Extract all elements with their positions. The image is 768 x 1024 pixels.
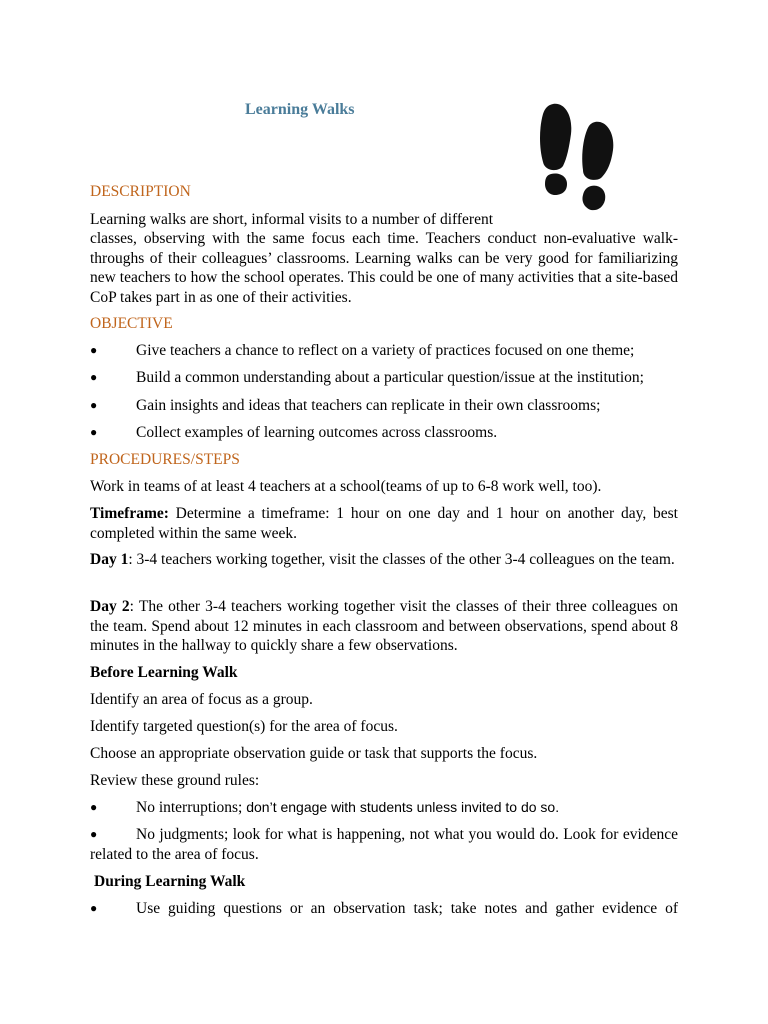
- objective-item: ● Collect examples of learning outcomes across classrooms.: [90, 424, 498, 441]
- bullet: ●: [90, 398, 98, 412]
- footprints-icon: [535, 100, 619, 216]
- description-heading: DESCRIPTION: [90, 183, 191, 200]
- description-text: classes, observing with the same focus each time. Teachers conduct non-evaluative walk-throughs of their colleagues’ classrooms. Learning walks can be very good for familiarizing new teachers to how the school operates. This could be one of many activities that a site-based CoP takes part in as one of their activities.: [90, 230, 678, 306]
- ground-rule-text: don’t engage with students unless invited to do so.: [246, 799, 560, 815]
- procedures-intro: Work in teams of at least 4 teachers at a school(teams of up to 6-8 work well, too).: [90, 478, 602, 495]
- before-heading: Before Learning Walk: [90, 664, 238, 681]
- day1-text: : 3-4 teachers working together, visit the classes of the other 3-4 colleagues on the team.: [128, 551, 675, 568]
- day2-text: : The other 3-4 teachers working together visit the classes of their three colleagues on the team. Spend about 12 minutes in each classroom and between observations, spend about 8 minutes in the hallway to quickly share a few observations.: [90, 598, 678, 654]
- bullet: ●: [90, 370, 98, 384]
- page-title: Learning Walks: [245, 101, 355, 118]
- day2-paragraph: [90, 597, 678, 656]
- objective-heading: OBJECTIVE: [90, 315, 173, 332]
- timeframe-paragraph: [90, 504, 678, 543]
- during-heading: During Learning Walk: [94, 873, 246, 890]
- bullet: ●: [90, 800, 98, 814]
- bullet: ●: [90, 343, 98, 357]
- ground-rule-text: No judgments; look for what is happening, not what you would do. Look for evidence related to the area of focus.: [90, 826, 678, 863]
- objective-item: ● Gain insights and ideas that teachers can replicate in their own classrooms;: [90, 397, 601, 414]
- description-first-line: Learning walks are short, informal visits to a number of different: [90, 211, 494, 228]
- timeframe-label: Timeframe:: [90, 505, 169, 522]
- bullet: ●: [90, 901, 98, 915]
- bullet: ●: [90, 827, 98, 841]
- day2-label: Day 2: [90, 598, 130, 615]
- objective-item: ● Give teachers a chance to reflect on a variety of practices focused on one theme;: [90, 342, 635, 359]
- day1-label: Day 1: [90, 551, 129, 568]
- ground-rule-item: [90, 798, 678, 818]
- bullet: ●: [90, 425, 98, 439]
- ground-rule-text: No interruptions;: [136, 799, 247, 816]
- procedures-heading: PROCEDURES/STEPS: [90, 451, 240, 468]
- before-line: Review these ground rules:: [90, 772, 260, 789]
- before-line: Identify an area of focus as a group.: [90, 691, 313, 708]
- day1-paragraph: [90, 550, 678, 570]
- ground-rule-item: [90, 825, 678, 864]
- during-text: Use guiding questions or an observation task; take notes and gather evidence of: [136, 900, 678, 917]
- objective-item: ● Build a common understanding about a particular question/issue at the institution;: [90, 369, 644, 386]
- before-line: Identify targeted question(s) for the area of focus.: [90, 718, 398, 735]
- timeframe-text: Determine a timeframe: 1 hour on one day and 1 hour on another day, best completed within the same week.: [90, 505, 678, 542]
- before-line: Choose an appropriate observation guide or task that supports the focus.: [90, 745, 538, 762]
- during-item: [90, 899, 678, 919]
